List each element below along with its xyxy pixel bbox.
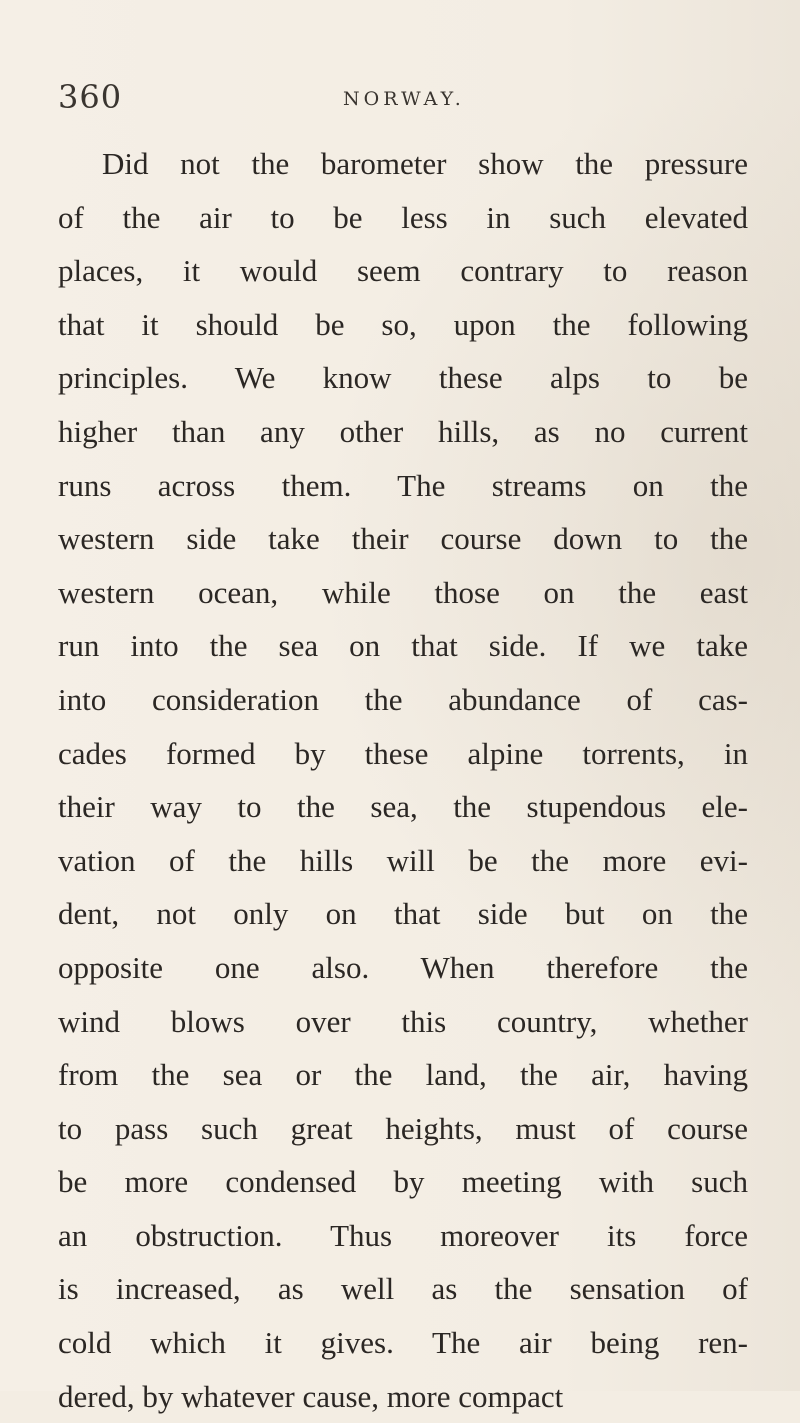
text-line: opposite one also. When therefore the	[58, 949, 748, 985]
text-line: an obstruction. Thus moreover its force	[58, 1217, 748, 1253]
page-number: 360	[58, 78, 123, 116]
text-line: is increased, as well as the sensation of	[58, 1271, 748, 1307]
text-line: western ocean, while those on the east	[58, 574, 748, 610]
text-line: be more condensed by meeting with such	[58, 1164, 748, 1200]
text-line: places, it would seem contrary to reason	[58, 253, 748, 289]
text-line: western side take their course down to the	[58, 521, 748, 557]
text-line: runs across them. The streams on the	[58, 467, 748, 503]
text-line: principles. We know these alps to be	[58, 360, 748, 396]
text-line: into consideration the abundance of cas-	[58, 681, 748, 717]
text-line: cold which it gives. The air being ren-	[58, 1325, 748, 1361]
text-line: to pass such great heights, must of course	[58, 1110, 748, 1146]
text-line: dered, by whatever cause, more compact	[58, 1378, 564, 1414]
page-header	[58, 78, 748, 128]
text-line: their way to the sea, the stupendous ele-	[58, 789, 748, 825]
text-line: from the sea or the land, the air, having	[58, 1057, 748, 1093]
body-text	[58, 137, 748, 1423]
text-line: dent, not only on that side but on the	[58, 896, 748, 932]
text-line: wind blows over this country, whether	[58, 1003, 748, 1039]
running-head: NORWAY.	[343, 88, 465, 110]
text-line: vation of the hills will be the more evi-	[58, 842, 748, 878]
text-line: higher than any other hills, as no current	[58, 413, 748, 449]
text-line: that it should be so, upon the following	[58, 306, 748, 342]
text-line: Did not the barometer show the pressure	[102, 146, 748, 181]
text-line: cades formed by these alpine torrents, in	[58, 735, 748, 771]
text-line: run into the sea on that side. If we take	[58, 628, 748, 664]
text-line: of the air to be less in such elevated	[58, 199, 748, 235]
